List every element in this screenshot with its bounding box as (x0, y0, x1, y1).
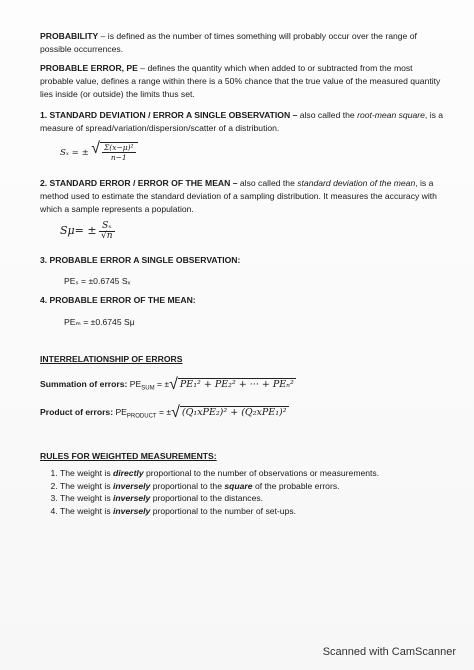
rule-item: 3. The weight is inversely proportional to the distances. (60, 492, 444, 505)
rule-item: 2. The weight is inversely proportional to the square of the probable errors. (60, 480, 444, 493)
product-lhs: PE (115, 407, 127, 417)
standard-deviation-formula (60, 142, 138, 162)
standard-deviation-heading: 1. STANDARD DEVIATION / ERROR A SINGLE OBSERVATION – (40, 110, 298, 120)
summation-formula (40, 378, 296, 395)
scanner-watermark: Scanned with CamScanner (322, 646, 456, 658)
standard-deviation-section (40, 109, 445, 135)
product-formula (40, 406, 289, 423)
pe-single-heading: 3. PROBABLE ERROR A SINGLE OBSERVATION: (40, 255, 241, 265)
summation-radicand: PE₁² + PE₂² + ··· + PEₙ² (179, 379, 294, 390)
probability-term: PROBABILITY (40, 31, 99, 41)
rules-list (44, 467, 444, 517)
rule-item: 1. The weight is directly proportional to the number of observations or measurements. (60, 467, 444, 480)
standard-deviation-italic: root-mean square (357, 110, 425, 120)
sd-formula-numerator: Σ(x−μ)² (103, 143, 134, 152)
se-formula-numerator: Sₓ (99, 222, 115, 232)
standard-deviation-text-b: , is a measure of spread/variation/dispersion/scatter of a distribution. (40, 110, 444, 133)
pe-mean-formula: PEₘ = ±0.6745 Sμ (64, 317, 135, 327)
summation-label: Summation of errors: (40, 379, 128, 389)
se-formula-denominator: √n (101, 231, 113, 241)
standard-error-italic: standard deviation of the mean (297, 178, 416, 188)
summation-subscript: SUM (141, 385, 155, 392)
rules-list-wrap (44, 467, 444, 517)
probable-error-definition (40, 62, 445, 101)
probability-definition (40, 30, 445, 56)
probability-text: – is defined as the number of times something will probably occur over the range of possible occurrences. (40, 31, 417, 54)
se-formula-lhs: Sμ= ± (60, 223, 97, 237)
rules-heading: RULES FOR WEIGHTED MEASUREMENTS: (40, 451, 217, 461)
radical-sign-icon: √ (169, 376, 178, 393)
radical-sign-icon: √ (91, 140, 100, 157)
product-radicand: (Q₁xPE₂)² + (Q₂xPE₁)² (181, 407, 287, 418)
sd-formula-lhs: Sₓ = ± (60, 147, 89, 158)
standard-error-text-b: , is a method used to estimate the standard deviation of a sampling distribution. It measures the accuracy with which a sample represents a population. (40, 178, 437, 214)
pe-single-formula: PEₛ = ±0.6745 Sₓ (64, 276, 131, 286)
summation-eq: = ± (154, 379, 170, 389)
probable-error-term: PROBABLE ERROR, PE (40, 63, 138, 73)
standard-error-section (40, 177, 445, 216)
probable-error-text: – defines the quantity which when added to or subtracted from the most probable value, defines a range within there is a 50% chance that the true value of the measured quantity lies inside (or outside) the limits thus set. (40, 63, 441, 99)
sd-formula-denominator: n−1 (110, 153, 127, 162)
standard-deviation-text-a: also called the (297, 110, 358, 120)
standard-error-formula (60, 222, 115, 241)
radical-sign-icon: √ (171, 404, 180, 421)
rule-item: 4. The weight is inversely proportional to the number of set-ups. (60, 505, 444, 518)
summation-lhs: PE (129, 379, 142, 389)
product-subscript: PRODUCT (126, 413, 157, 420)
pe-mean-heading: 4. PROBABLE ERROR OF THE MEAN: (40, 295, 196, 305)
interrelationship-heading: INTERRELATIONSHIP OF ERRORS (40, 354, 183, 364)
product-eq: = ± (156, 407, 172, 417)
standard-error-text-a: also called the (237, 178, 298, 188)
standard-error-heading: 2. STANDARD ERROR / ERROR OF THE MEAN – (40, 178, 238, 188)
product-label: Product of errors: (40, 407, 114, 417)
